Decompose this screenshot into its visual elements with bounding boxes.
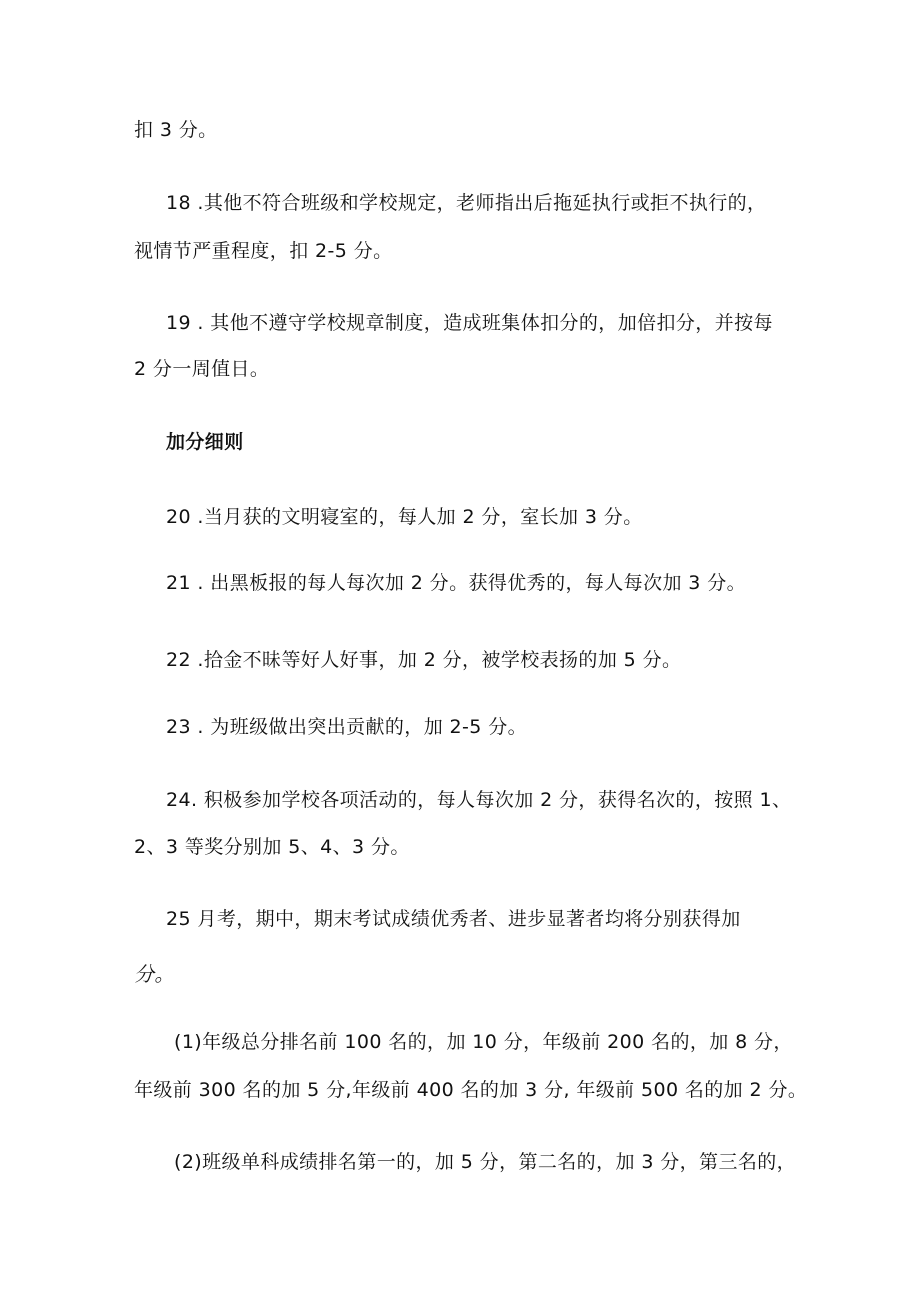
paragraph-line: 25 月考，期中，期末考试成绩优秀者、进步显著者均将分别获得加 [166, 908, 741, 930]
section-heading: 加分细则 [166, 431, 244, 453]
paragraph-line: 24. 积极参加学校各项活动的，每人每次加 2 分，获得名次的，按照 1、 [166, 789, 792, 811]
paragraph-line: 扣 3 分。 [134, 119, 218, 141]
paragraph-line: 2 分一周值日。 [134, 358, 270, 380]
paragraph-line: 视情节严重程度，扣 2-5 分。 [134, 240, 393, 262]
paragraph-line: 21 . 出黑板报的每人每次加 2 分。获得优秀的，每人每次加 3 分。 [166, 572, 747, 594]
paragraph-line: (1)年级总分排名前 100 名的，加 10 分，年级前 200 名的，加 8 分， [174, 1031, 793, 1053]
paragraph-line: 分。 [134, 962, 175, 986]
paragraph-line: (2)班级单科成绩排名第一的，加 5 分，第二名的，加 3 分，第三名的， [174, 1151, 797, 1173]
paragraph-line: 20 .当月获的文明寝室的，每人加 2 分，室长加 3 分。 [166, 506, 643, 528]
paragraph-line: 年级前 300 名的加 5 分,年级前 400 名的加 3 分, 年级前 500 名的加 2 分。 [134, 1079, 808, 1101]
paragraph-line: 22 .拾金不昧等好人好事，加 2 分，被学校表扬的加 5 分。 [166, 649, 682, 671]
paragraph-line: 2、3 等奖分别加 5、4、3 分。 [134, 836, 410, 858]
paragraph-line: 18 .其他不符合班级和学校规定，老师指出后拖延执行或拒不执行的， [166, 192, 767, 214]
paragraph-line: 23 . 为班级做出突出贡献的，加 2-5 分。 [166, 716, 528, 738]
paragraph-line: 19 . 其他不遵守学校规章制度，造成班集体扣分的，加倍扣分，并按每 [166, 312, 773, 334]
